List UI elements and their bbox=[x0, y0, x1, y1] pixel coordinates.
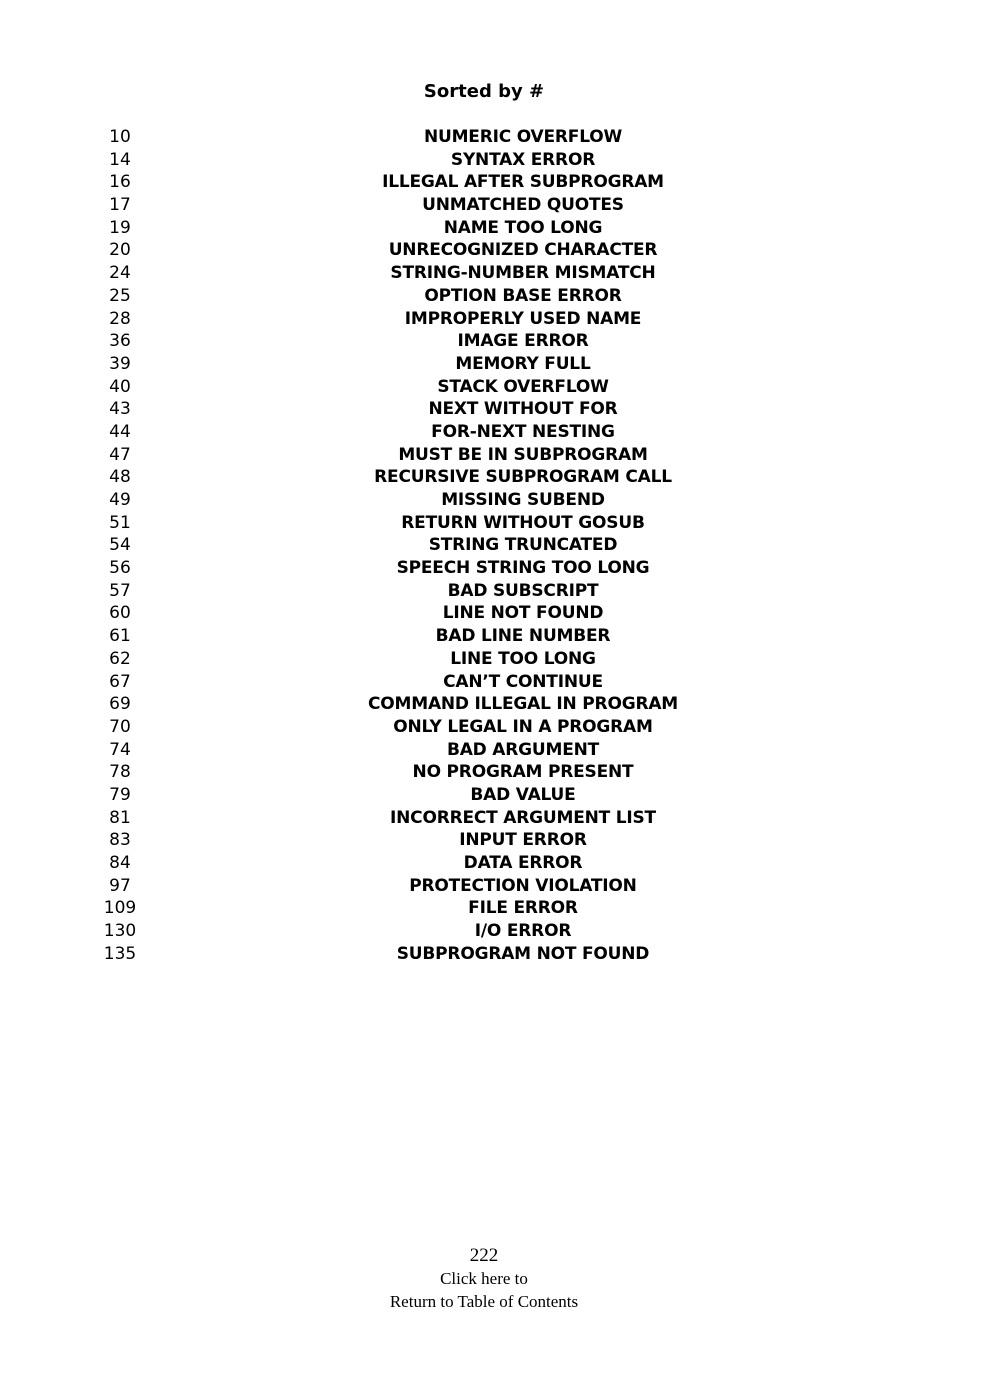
error-code: 28 bbox=[109, 308, 131, 329]
list-item bbox=[0, 262, 984, 285]
list-item bbox=[0, 217, 984, 240]
toc-link-line-1: Click here to bbox=[440, 1269, 528, 1288]
error-code: 81 bbox=[109, 807, 131, 828]
list-item bbox=[0, 376, 984, 399]
error-code: 19 bbox=[109, 217, 131, 238]
error-code: 109 bbox=[103, 898, 137, 919]
list-item bbox=[0, 421, 984, 444]
error-message: DATA ERROR bbox=[463, 853, 583, 873]
error-message: NEXT WITHOUT FOR bbox=[428, 399, 618, 420]
error-code: 83 bbox=[109, 830, 131, 851]
error-code: 24 bbox=[109, 263, 131, 284]
error-code: 78 bbox=[109, 762, 131, 783]
error-code: 47 bbox=[109, 444, 131, 465]
error-code: 10 bbox=[109, 127, 131, 147]
error-message: NO PROGRAM PRESENT bbox=[412, 762, 634, 783]
error-message: SYNTAX ERROR bbox=[450, 149, 596, 170]
list-item bbox=[0, 285, 984, 308]
error-code: 130 bbox=[103, 921, 137, 942]
list-item bbox=[0, 739, 984, 762]
error-code: 16 bbox=[109, 172, 131, 193]
error-message: INCORRECT ARGUMENT LIST bbox=[390, 807, 656, 828]
error-message: OPTION BASE ERROR bbox=[424, 285, 622, 306]
error-code: 62 bbox=[109, 648, 131, 669]
error-code: 70 bbox=[109, 716, 131, 737]
error-code: 57 bbox=[109, 580, 131, 601]
error-message: BAD LINE NUMBER bbox=[435, 626, 611, 647]
list-item bbox=[0, 920, 984, 943]
list-item bbox=[0, 489, 984, 512]
error-message: FOR-NEXT NESTING bbox=[431, 421, 615, 442]
error-code: 79 bbox=[109, 784, 131, 805]
error-code: 36 bbox=[109, 331, 131, 352]
list-item bbox=[0, 239, 984, 262]
error-message: CAN’T CONTINUE bbox=[443, 671, 603, 692]
error-message: IMAGE ERROR bbox=[457, 331, 589, 352]
error-message: UNRECOGNIZED CHARACTER bbox=[388, 240, 658, 261]
list-item bbox=[0, 580, 984, 603]
list-item bbox=[0, 353, 984, 376]
list-item bbox=[0, 648, 984, 671]
list-item bbox=[0, 602, 984, 625]
list-item bbox=[0, 807, 984, 830]
list-item bbox=[0, 512, 984, 535]
error-code: 25 bbox=[109, 285, 131, 306]
list-item bbox=[0, 852, 984, 875]
page-footer bbox=[0, 1245, 968, 1313]
error-message: STRING-NUMBER MISMATCH bbox=[390, 263, 656, 284]
error-message: ILLEGAL AFTER SUBPROGRAM bbox=[382, 172, 664, 193]
page-number: 222 bbox=[469, 1245, 499, 1266]
error-message: RETURN WITHOUT GOSUB bbox=[401, 512, 645, 533]
error-message: SPEECH STRING TOO LONG bbox=[396, 558, 650, 579]
list-item bbox=[0, 330, 984, 353]
list-item bbox=[0, 625, 984, 648]
error-message: PROTECTION VIOLATION bbox=[409, 875, 637, 896]
error-message: LINE TOO LONG bbox=[450, 648, 596, 669]
return-to-toc-link[interactable] bbox=[390, 1267, 578, 1313]
error-message: BAD VALUE bbox=[470, 784, 576, 805]
error-message: RECURSIVE SUBPROGRAM CALL bbox=[374, 467, 672, 488]
error-code: 135 bbox=[103, 943, 137, 964]
error-code: 51 bbox=[109, 512, 131, 533]
error-code: 17 bbox=[109, 195, 131, 216]
list-item bbox=[0, 126, 984, 149]
error-code: 74 bbox=[109, 739, 131, 760]
error-message: BAD ARGUMENT bbox=[446, 739, 600, 760]
toc-link-line-2: Return to Table of Contents bbox=[389, 1292, 579, 1311]
error-message: FILE ERROR bbox=[468, 898, 578, 919]
list-item bbox=[0, 171, 984, 194]
error-code: 67 bbox=[109, 671, 131, 692]
error-code: 49 bbox=[109, 490, 131, 510]
error-message: NUMERIC OVERFLOW bbox=[423, 127, 623, 147]
error-message: STACK OVERFLOW bbox=[437, 376, 609, 397]
error-code: 84 bbox=[109, 853, 131, 873]
error-code: 20 bbox=[109, 240, 131, 261]
list-item bbox=[0, 829, 984, 852]
list-item bbox=[0, 761, 984, 784]
error-message: I/O ERROR bbox=[474, 921, 572, 942]
error-message: MUST BE IN SUBPROGRAM bbox=[398, 444, 648, 465]
error-code: 54 bbox=[109, 535, 131, 556]
list-item bbox=[0, 671, 984, 694]
error-message: NAME TOO LONG bbox=[443, 217, 603, 238]
list-item bbox=[0, 466, 984, 489]
error-code-list bbox=[0, 126, 984, 965]
error-message: IMPROPERLY USED NAME bbox=[404, 308, 642, 329]
error-code: 14 bbox=[109, 149, 131, 170]
error-code: 43 bbox=[109, 399, 131, 420]
list-item bbox=[0, 875, 984, 898]
error-code: 40 bbox=[109, 376, 131, 397]
list-item bbox=[0, 534, 984, 557]
error-message: MEMORY FULL bbox=[455, 353, 591, 374]
list-item bbox=[0, 897, 984, 920]
error-code: 97 bbox=[109, 875, 131, 896]
error-message: ONLY LEGAL IN A PROGRAM bbox=[393, 716, 653, 737]
error-message: COMMAND ILLEGAL IN PROGRAM bbox=[367, 694, 679, 715]
list-item bbox=[0, 943, 984, 966]
list-item bbox=[0, 784, 984, 807]
error-code: 56 bbox=[109, 558, 131, 579]
error-code: 44 bbox=[109, 421, 131, 442]
list-item bbox=[0, 308, 984, 331]
error-code: 60 bbox=[109, 603, 131, 624]
list-item bbox=[0, 716, 984, 739]
list-item bbox=[0, 444, 984, 467]
error-message: LINE NOT FOUND bbox=[442, 603, 604, 624]
error-message: STRING TRUNCATED bbox=[428, 535, 618, 556]
list-item bbox=[0, 557, 984, 580]
error-code: 61 bbox=[109, 626, 131, 647]
list-item bbox=[0, 693, 984, 716]
error-code: 48 bbox=[109, 467, 131, 488]
list-item bbox=[0, 149, 984, 172]
error-message: SUBPROGRAM NOT FOUND bbox=[396, 943, 650, 964]
error-code: 39 bbox=[109, 353, 131, 374]
error-message: INPUT ERROR bbox=[459, 830, 587, 851]
error-message: UNMATCHED QUOTES bbox=[422, 195, 624, 216]
list-item bbox=[0, 194, 984, 217]
list-item bbox=[0, 398, 984, 421]
error-message: BAD SUBSCRIPT bbox=[447, 580, 599, 601]
error-code: 69 bbox=[109, 694, 131, 715]
error-message: MISSING SUBEND bbox=[441, 490, 605, 510]
page-title: Sorted by # bbox=[423, 81, 545, 102]
